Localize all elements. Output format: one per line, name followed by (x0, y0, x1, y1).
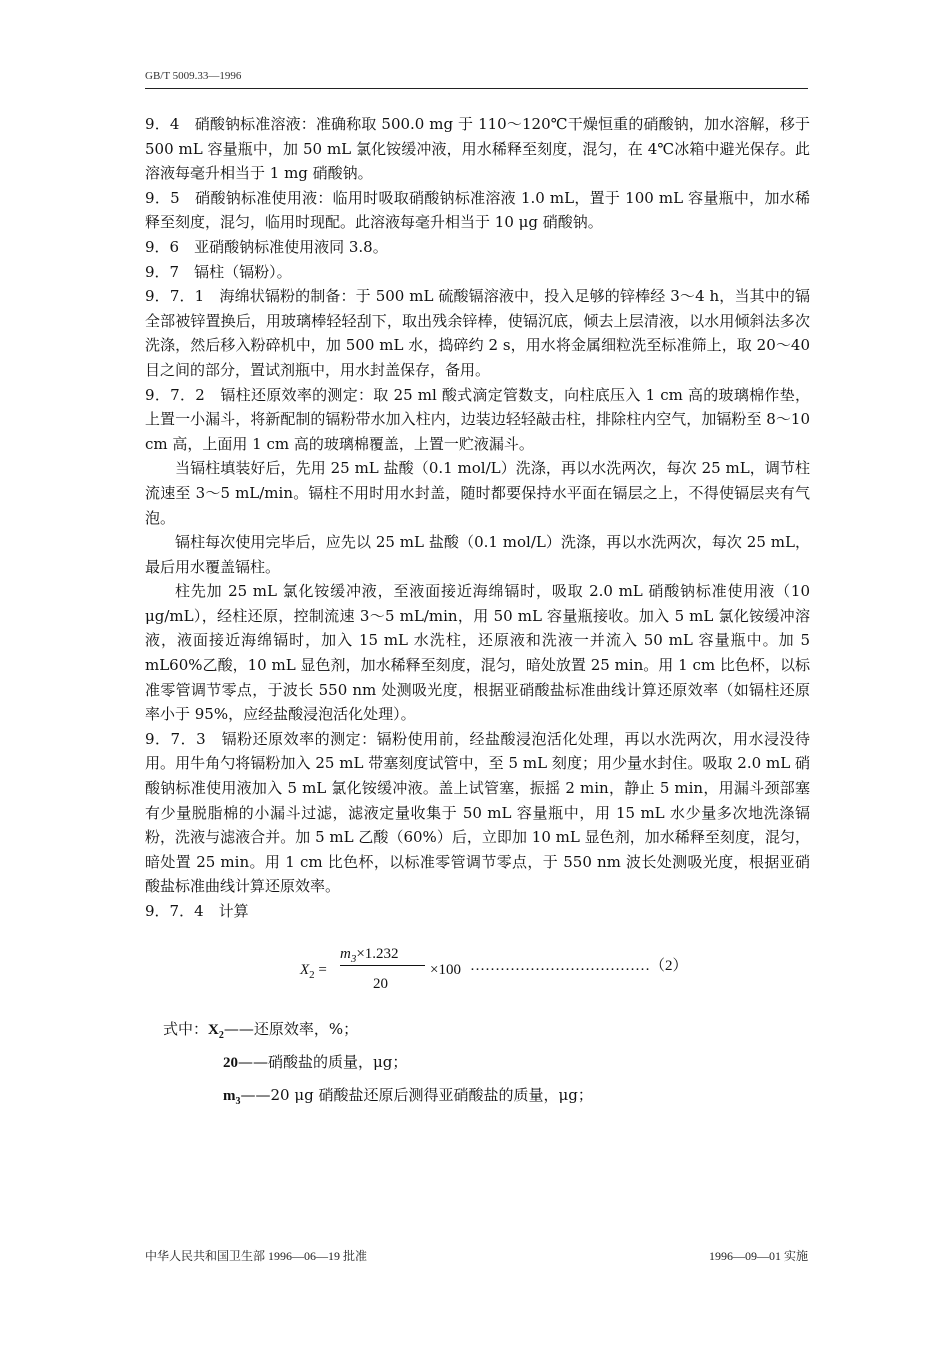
variable-definitions (145, 1016, 810, 1115)
clause-9-5: 9．5 硝酸钠标准使用液：临用时吸取硝酸钠标准溶液 1.0 mL，置于 100 mL 容量瓶中，加水稀释至刻度，混匀，临用时现配。此溶液每毫升相当于 10 μg 硝酸钠。 (145, 188, 810, 232)
clause-9-7-1: 9．7．1 海绵状镉粉的制备：于 500 mL 硫酸镉溶液中，投入足够的锌棒经 3～4 h，当其中的镉全部被锌置换后，用玻璃棒轻轻刮下，取出残余锌棒，使镉沉底，倾去上层清液，以水用倾斜法多次洗涤，然后移入粉碎机中，加 500 mL 水，捣碎约 2 s，用水将金属细粒洗至标准筛上，取 20～40 目之间的部分，置试剂瓶中，用水封盖保存，备用。 (145, 287, 810, 379)
clause-9-4: 9．4 硝酸钠标准溶液：准确称取 500.0 mg 于 110～120℃干燥恒重的硝酸钠，加水溶解，移于 500 mL 容量瓶中，加 50 mL 氯化铵缓冲液，用水稀释至刻度，混匀，在 4℃冰箱中避光保存。此溶液每毫升相当于 1 mg 硝酸钠。 (145, 115, 810, 183)
definition-item: 式中：$X_2——$还原效率，%； (163, 1019, 359, 1041)
fraction-bar (340, 965, 425, 966)
clause-9-7-2-para-4: 柱先加 25 mL 氯化铵缓冲液，至液面接近海绵镉时，吸取 2.0 mL 硝酸钠标准使用液（10 μg/mL），经柱还原，控制流速 3～5 mL/min，用 50 mL 容量瓶接收。加入 5 mL 氯化铵缓冲溶液，液面接近海绵镉时，加入 15 mL 水洗柱，还原液和洗液一并流入 50 mL 容量瓶中。加 5 mL60%乙酸，10 mL 显色剂，加水稀释至刻度，混匀，暗处放置 25 min。用 1 cm 比色杯，以标准零管调节零点，于波长 550 nm 处测吸光度，根据亚硝酸盐标准曲线计算还原效率（如镉柱还原率小于 95%，应经盐酸浸泡活化处理）。 (145, 582, 810, 724)
equation-2 (145, 936, 810, 1012)
implementation-footer: 1996—09—01 实施 (708, 1249, 808, 1263)
clause-9-7-2: 9．7．2 镉柱还原效率的测定：取 25 ml 酸式滴定管数支，向柱底压入 1 cm 高的玻璃棉作垫，上置一小漏斗，将新配制的镉粉带水加入柱内，边装边轻轻敲击柱，排除柱内空气，加镉粉至 8～10 cm 高，上面用 1 cm 高的玻璃棉覆盖，上置一贮液漏斗。 (145, 385, 810, 453)
approval-footer: 中华人民共和国卫生部 1996—06—19 批准 (145, 1249, 368, 1263)
clause-9-7-2-para-2: 当镉柱填装好后，先用 25 mL 盐酸（0.1 mol/L）洗涤，再以水洗两次，每次 25 mL，调节柱流速至 3～5 mL/min。镉柱不用时用水封盖，随时都要保持水平面在镉层之上，不得使镉层夹有气泡。 (145, 459, 810, 527)
formula-numerator: $m_3\times 1.232$ (340, 945, 399, 965)
standard-code-header: GB/T 5009.33—1996 (145, 70, 242, 82)
formula-leader-and-number: ………………………………（2） (470, 957, 688, 974)
definition-item: $m_3——20$ μg 硝酸盐还原后测得亚硝酸盐的质量，μg； (223, 1085, 593, 1107)
document-body (145, 112, 810, 1115)
header-divider (145, 88, 808, 89)
clause-9-7: 9．7 镉柱（镉粉）。 (145, 262, 292, 281)
clause-9-7-2-para-3: 镉柱每次使用完毕后，应先以 25 mL 盐酸（0.1 mol/L）洗涤，再以水洗两次，每次 25 mL，最后用水覆盖镉柱。 (145, 533, 810, 576)
formula-denominator: 20 (373, 975, 388, 992)
formula-multiplier: ×100 (430, 961, 461, 978)
definition-item: 20——硝酸盐的质量，μg； (223, 1052, 408, 1071)
clause-9-7-4-title: 9．7．4 计算 (145, 902, 249, 920)
formula-lhs: $X_2$ = (300, 961, 327, 981)
clause-9-6: 9．6 亚硝酸钠标准使用液同 3.8。 (145, 237, 388, 256)
clause-9-7-3: 9．7．3 镉粉还原效率的测定：镉粉使用前，经盐酸浸泡活化处理，再以水洗两次，用水浸没待用。用牛角勺将镉粉加入 25 mL 带塞刻度试管中，至 5 mL 刻度；用少量水封住。吸取 2.0 mL 硝酸钠标准使用液加入 5 mL 氯化铵缓冲液。盖上试管塞，振摇 2 min，静止 5 min，用漏斗颈部塞有少量脱脂棉的小漏斗过滤，滤液定量收集于 50 mL 容量瓶中，用 15 mL 水少量多次地洗涤镉粉，洗液与滤液合并。加 5 mL 乙酸（60%）后，立即加 10 mL 显色剂，加水稀释至刻度，混匀，暗处置 25 min。用 1 cm 比色杯，以标准零管调节零点，于 550 nm 波长处测吸光度，根据亚硝酸盐标准曲线计算还原效率。 (145, 729, 810, 896)
